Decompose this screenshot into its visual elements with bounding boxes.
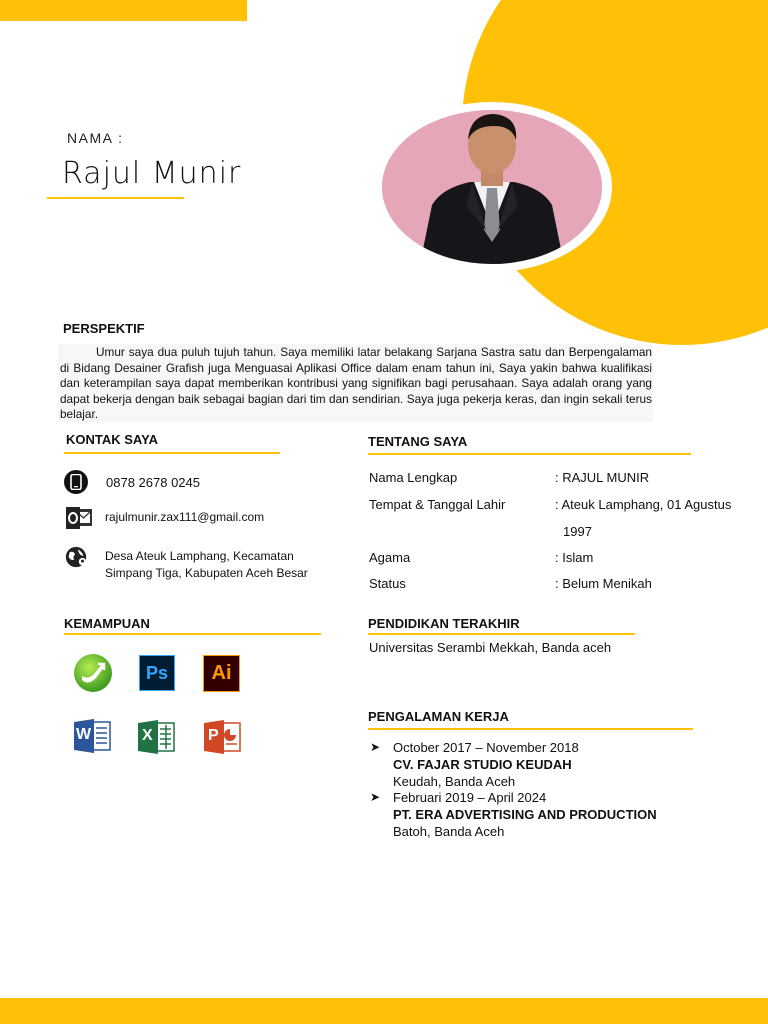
exp-1-period: October 2017 – November 2018 — [393, 740, 579, 755]
exp-2-company: PT. ERA ADVERTISING AND PRODUCTION — [393, 807, 657, 822]
name-underline — [47, 197, 184, 199]
pendidikan-underline — [368, 633, 635, 635]
full-name: Rajul Munir — [62, 156, 242, 191]
kemampuan-underline — [64, 633, 321, 635]
agama-value: : Islam — [555, 550, 594, 565]
email-address: rajulmunir.zax111@gmail.com — [105, 510, 265, 524]
bottom-accent-bar — [0, 998, 768, 1024]
ttl-value: : Ateuk Lamphang, 01 Agustus — [555, 497, 732, 512]
photoshop-icon: Ps — [139, 655, 175, 691]
pendidikan-heading: PENDIDIKAN TERAKHIR — [368, 616, 520, 631]
pendidikan-text: Universitas Serambi Mekkah, Banda aceh — [369, 640, 612, 655]
nama-lengkap-label: Nama Lengkap — [369, 470, 458, 485]
tentang-heading: TENTANG SAYA — [368, 434, 468, 449]
exp-1-company: CV. FAJAR STUDIO KEUDAH — [393, 757, 572, 772]
tentang-underline — [368, 453, 691, 455]
arrow-bullet-icon: ➤ — [370, 790, 381, 804]
top-accent-bar — [0, 0, 247, 21]
location-globe-icon — [64, 545, 88, 569]
illustrator-icon: Ai — [203, 655, 240, 692]
powerpoint-icon: P — [204, 720, 242, 754]
ttl-label: Tempat & Tanggal Lahir — [369, 497, 506, 512]
nama-lengkap-value: : RAJUL MUNIR — [555, 470, 650, 485]
status-label: Status — [369, 576, 406, 591]
perspektif-heading: PERSPEKTIF — [63, 321, 145, 336]
ttl-value-year: 1997 — [563, 524, 592, 539]
exp-2-location: Batoh, Banda Aceh — [393, 824, 505, 839]
phone-number: 0878 2678 0245 — [106, 475, 200, 490]
pengalaman-heading: PENGALAMAN KERJA — [368, 709, 509, 724]
kemampuan-heading: KEMAMPUAN — [64, 616, 150, 631]
word-icon: W — [74, 719, 112, 753]
phone-icon — [64, 470, 88, 494]
agama-label: Agama — [369, 550, 411, 565]
status-value: : Belum Menikah — [555, 576, 652, 591]
pengalaman-underline — [368, 728, 693, 730]
kontak-heading: KONTAK SAYA — [66, 432, 158, 447]
address-line-2: Simpang Tiga, Kabupaten Aceh Besar — [105, 566, 308, 580]
person-illustration — [382, 110, 602, 264]
outlook-icon — [66, 506, 92, 530]
excel-icon: X — [138, 720, 176, 754]
exp-2-period: Februari 2019 – April 2024 — [393, 790, 547, 805]
address-line-1: Desa Ateuk Lamphang, Kecamatan — [105, 549, 294, 563]
coreldraw-icon — [72, 654, 114, 692]
name-label: NAMA : — [67, 130, 124, 146]
profile-photo — [382, 110, 602, 264]
kontak-underline — [64, 452, 280, 454]
perspektif-text: Umur saya dua puluh tujuh tahun. Saya memiliki latar belakang Sarjana Sastra satu dan Berpengalaman di Bidang Desainer Grafish juga Menguasai Aplikasi Office dalam enam tahun ini, Saya yakin bahwa kualifikasi dan keterampilan saya dapat memberikan kontribusi yang signifikan bagi perusahaan. Saya adalah orang yang dapat bekerja dengan baik sebagai bagian dari tim dan sendirian. Saya juga pekerja keras, dan ingin sekali terus belajar. — [60, 345, 652, 421]
arrow-bullet-icon: ➤ — [370, 740, 381, 754]
exp-1-location: Keudah, Banda Aceh — [393, 774, 516, 789]
